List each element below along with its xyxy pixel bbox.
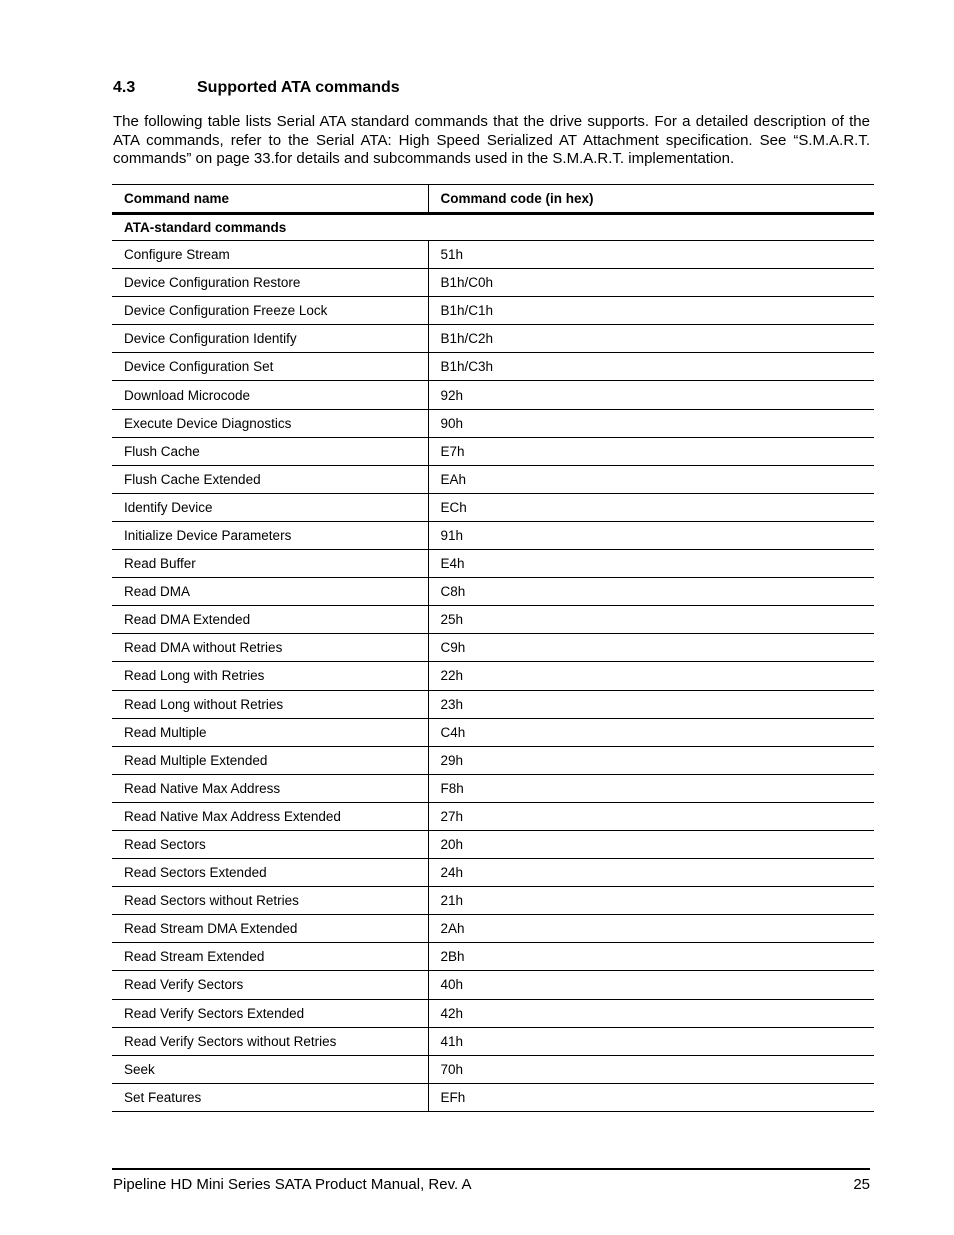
table-row	[112, 550, 874, 578]
table-row	[112, 802, 874, 830]
command-name-cell: Configure Stream	[112, 241, 428, 269]
command-code-cell: C8h	[428, 578, 874, 606]
table-row	[112, 1027, 874, 1055]
command-name-cell: Set Features	[112, 1083, 428, 1111]
command-code-cell: 2Ah	[428, 915, 874, 943]
table-row	[112, 830, 874, 858]
command-code-cell: 22h	[428, 662, 874, 690]
command-name-cell: Read Native Max Address Extended	[112, 802, 428, 830]
table-row	[112, 578, 874, 606]
table-row	[112, 465, 874, 493]
command-name-cell: Download Microcode	[112, 381, 428, 409]
command-code-cell: 29h	[428, 746, 874, 774]
table-row	[112, 353, 874, 381]
command-name-cell: Seek	[112, 1055, 428, 1083]
command-name-cell: Read Multiple	[112, 718, 428, 746]
table-row	[112, 241, 874, 269]
table-row	[112, 690, 874, 718]
command-name-cell: Read Stream DMA Extended	[112, 915, 428, 943]
command-name-cell: Flush Cache Extended	[112, 465, 428, 493]
command-code-cell: 27h	[428, 802, 874, 830]
table-row	[112, 381, 874, 409]
command-code-cell: 91h	[428, 521, 874, 549]
command-name-cell: Device Configuration Identify	[112, 325, 428, 353]
command-name-cell: Read Long with Retries	[112, 662, 428, 690]
command-name-cell: Read DMA Extended	[112, 606, 428, 634]
table-row	[112, 859, 874, 887]
command-name-cell: Read Verify Sectors	[112, 971, 428, 999]
section-heading	[113, 79, 400, 97]
section-number: 4.3	[113, 79, 136, 96]
column-header-command-code: Command code (in hex)	[428, 185, 874, 214]
command-name-cell: Identify Device	[112, 493, 428, 521]
command-name-cell: Read Native Max Address	[112, 774, 428, 802]
command-name-cell: Read Verify Sectors without Retries	[112, 1027, 428, 1055]
command-code-cell: 41h	[428, 1027, 874, 1055]
table-header-row	[112, 185, 874, 214]
command-code-cell: B1h/C3h	[428, 353, 874, 381]
command-code-cell: 20h	[428, 830, 874, 858]
command-code-cell: C9h	[428, 634, 874, 662]
command-code-cell: 40h	[428, 971, 874, 999]
table-row	[112, 915, 874, 943]
table-row	[112, 746, 874, 774]
command-name-cell: Read Stream Extended	[112, 943, 428, 971]
table-row	[112, 606, 874, 634]
command-name-cell: Read DMA without Retries	[112, 634, 428, 662]
ata-commands-table	[112, 184, 874, 1112]
intro-paragraph: The following table lists Serial ATA standard commands that the drive supports. For a detailed description of the ATA commands, refer to the Serial ATA: High Speed Serialized AT Attachment specification. See “S.M.A.R.T. commands” on page 33.for details and subcommands used in the S.M.A.R.T. implementation.	[113, 113, 870, 167]
command-name-cell: Execute Device Diagnostics	[112, 409, 428, 437]
command-name-cell: Initialize Device Parameters	[112, 521, 428, 549]
command-code-cell: 23h	[428, 690, 874, 718]
command-code-cell: 2Bh	[428, 943, 874, 971]
table-row	[112, 1055, 874, 1083]
table-row	[112, 1083, 874, 1111]
table-row	[112, 943, 874, 971]
table-row	[112, 718, 874, 746]
command-code-cell: 70h	[428, 1055, 874, 1083]
page-number: 25	[853, 1176, 870, 1193]
table-row	[112, 325, 874, 353]
table-row	[112, 493, 874, 521]
footer-title: Pipeline HD Mini Series SATA Product Manual, Rev. A	[113, 1176, 472, 1193]
command-code-cell: 51h	[428, 241, 874, 269]
table-row	[112, 971, 874, 999]
command-code-cell: B1h/C0h	[428, 269, 874, 297]
command-code-cell: 92h	[428, 381, 874, 409]
command-name-cell: Read DMA	[112, 578, 428, 606]
table-row	[112, 269, 874, 297]
command-code-cell: EFh	[428, 1083, 874, 1111]
table-row	[112, 662, 874, 690]
command-code-cell: 90h	[428, 409, 874, 437]
table-row	[112, 521, 874, 549]
command-name-cell: Read Long without Retries	[112, 690, 428, 718]
section-title: Supported ATA commands	[197, 79, 400, 96]
command-name-cell: Read Multiple Extended	[112, 746, 428, 774]
command-code-cell: 25h	[428, 606, 874, 634]
command-code-cell: 21h	[428, 887, 874, 915]
command-code-cell: B1h/C2h	[428, 325, 874, 353]
command-name-cell: Read Sectors	[112, 830, 428, 858]
command-code-cell: C4h	[428, 718, 874, 746]
command-name-cell: Read Sectors without Retries	[112, 887, 428, 915]
footer-rule	[112, 1168, 870, 1170]
table-row	[112, 409, 874, 437]
command-name-cell: Flush Cache	[112, 437, 428, 465]
command-name-cell: Device Configuration Freeze Lock	[112, 297, 428, 325]
command-name-cell: Read Verify Sectors Extended	[112, 999, 428, 1027]
table-row	[112, 887, 874, 915]
table-row	[112, 999, 874, 1027]
command-name-cell: Read Buffer	[112, 550, 428, 578]
table-row	[112, 774, 874, 802]
section-label: ATA-standard commands	[112, 214, 874, 241]
table-row	[112, 437, 874, 465]
command-name-cell: Read Sectors Extended	[112, 859, 428, 887]
table-row	[112, 634, 874, 662]
table-section-row	[112, 214, 874, 241]
command-name-cell: Device Configuration Set	[112, 353, 428, 381]
command-code-cell: 24h	[428, 859, 874, 887]
column-header-command-name: Command name	[112, 185, 428, 214]
command-code-cell: E4h	[428, 550, 874, 578]
command-name-cell: Device Configuration Restore	[112, 269, 428, 297]
command-code-cell: 42h	[428, 999, 874, 1027]
command-code-cell: EAh	[428, 465, 874, 493]
command-code-cell: B1h/C1h	[428, 297, 874, 325]
command-code-cell: ECh	[428, 493, 874, 521]
command-code-cell: E7h	[428, 437, 874, 465]
command-code-cell: F8h	[428, 774, 874, 802]
table-row	[112, 297, 874, 325]
